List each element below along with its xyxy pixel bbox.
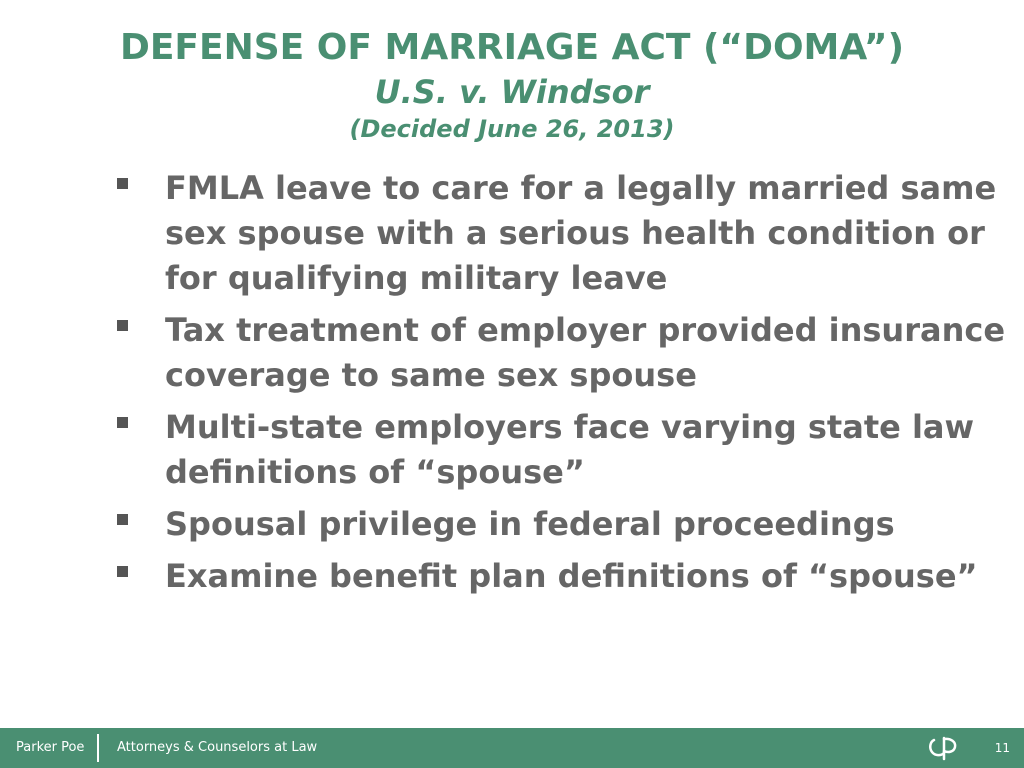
slide-subtitle: U.S. v. Windsor — [374, 73, 650, 111]
bullet-item — [112, 554, 1012, 599]
bullet-list — [112, 166, 1012, 606]
bullet-item — [112, 308, 1012, 398]
bullet-square-icon — [117, 514, 128, 525]
bullet-text: Multi-state employers face varying state law definitions of “spouse” — [165, 408, 975, 491]
bullet-text: FMLA leave to care for a legally married same sex spouse with a serious health condition or for qualifying military leave — [165, 169, 997, 297]
bullet-text: Spousal privilege in federal proceedings — [165, 505, 895, 543]
title-block — [0, 24, 1024, 146]
bullet-item — [112, 502, 1012, 547]
footer-tagline: Attorneys & Counselors at Law — [117, 740, 318, 755]
footer-brand: Parker Poe — [16, 740, 85, 755]
footer-bar — [0, 728, 1024, 768]
bullet-text: Tax treatment of employer provided insurance coverage to same sex spouse — [165, 311, 1006, 394]
bullet-item — [112, 166, 1012, 301]
bullet-square-icon — [117, 320, 128, 331]
bullet-text: Examine benefit plan definitions of “spouse” — [165, 557, 978, 595]
parker-poe-logo-icon — [926, 734, 962, 762]
page-number: 11 — [994, 741, 1010, 755]
bullet-item — [112, 405, 1012, 495]
slide-title: DEFENSE OF MARRIAGE ACT (“DOMA”) — [119, 27, 905, 68]
slide-date: (Decided June 26, 2013) — [349, 115, 675, 143]
bullet-square-icon — [117, 178, 128, 189]
footer-divider — [97, 734, 99, 762]
bullet-square-icon — [117, 417, 128, 428]
bullet-square-icon — [117, 566, 128, 577]
